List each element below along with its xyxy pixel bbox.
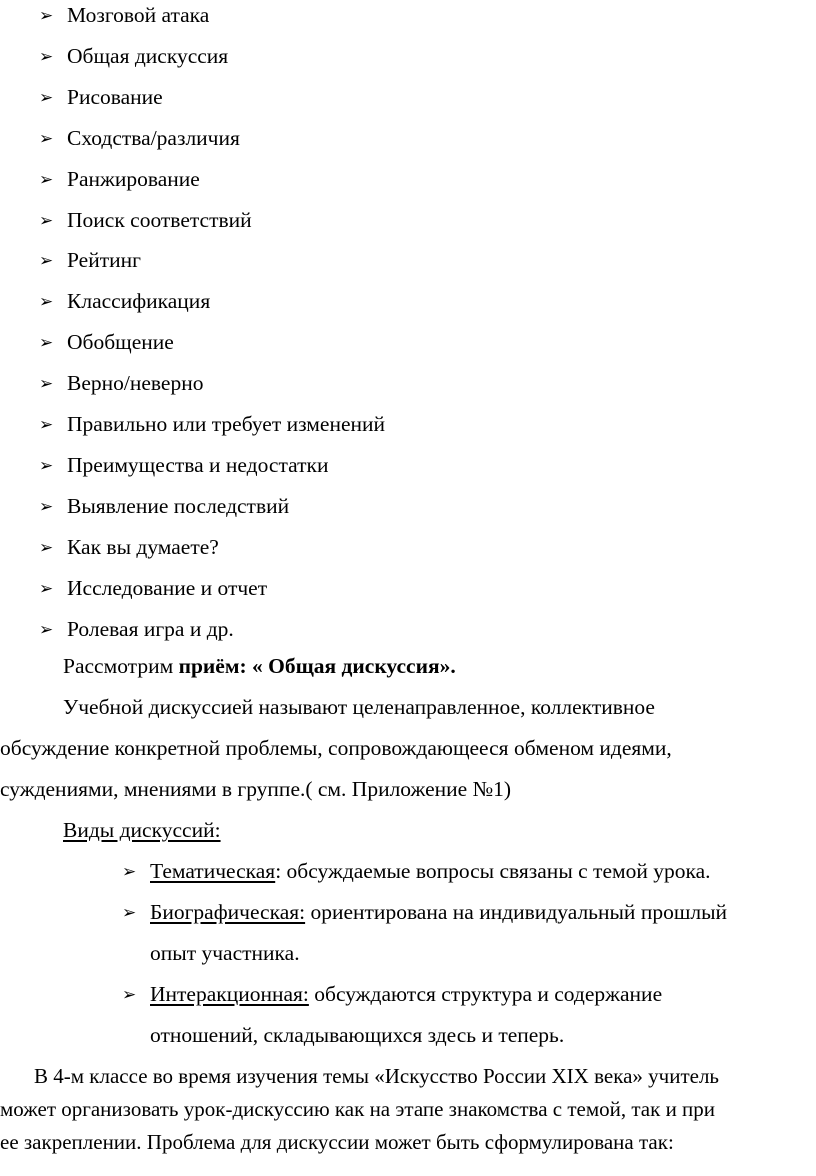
arrow-bullet-icon: ➢ — [39, 292, 54, 312]
list-item — [39, 0, 209, 30]
arrow-bullet-icon: ➢ — [39, 210, 54, 230]
arrow-bullet-icon: ➢ — [39, 6, 54, 25]
arrow-bullet-icon: ➢ — [39, 333, 54, 353]
arrow-bullet-icon: ➢ — [39, 619, 54, 639]
list-item — [39, 573, 267, 603]
arrow-bullet-icon: ➢ — [39, 46, 54, 66]
list-item-text: Рисование — [67, 84, 163, 109]
list-item — [39, 491, 289, 521]
kind-name: Тематическая — [150, 859, 276, 883]
definition-line-2: обсуждение конкретной проблемы, сопровождающееся обменом идеями, — [0, 736, 672, 760]
kind-item-biographical-cont: опыт участника. — [150, 941, 300, 965]
closing-line-3: ее закреплении. Проблема для дискуссии может быть сформулирована так: — [0, 1130, 674, 1154]
arrow-bullet-icon: ➢ — [39, 374, 54, 394]
arrow-bullet-icon: ➢ — [122, 903, 137, 922]
arrow-bullet-icon: ➢ — [122, 862, 137, 881]
list-item-text: Исследование и отчет — [67, 575, 268, 600]
arrow-bullet-icon: ➢ — [39, 251, 54, 271]
definition-line-1: Учебной дискуссией называют целенаправленное, коллективное — [63, 695, 655, 719]
list-item — [39, 409, 385, 439]
list-item-text: Преимущества и недостатки — [67, 452, 329, 477]
kind-description: : обсуждаемые вопросы связаны с темой урока. — [275, 859, 711, 883]
list-item-text: Верно/неверно — [67, 371, 204, 396]
arrow-bullet-icon: ➢ — [39, 578, 54, 598]
arrow-bullet-icon: ➢ — [39, 128, 54, 148]
list-item-text: Выявление последствий — [67, 493, 290, 518]
list-item-text: Ранжирование — [67, 166, 200, 191]
arrow-bullet-icon: ➢ — [39, 455, 54, 475]
list-item-text: Как вы думаете? — [67, 534, 219, 559]
kind-item-interactional-cont: отношений, складывающихся здесь и теперь. — [150, 1023, 565, 1047]
list-item — [39, 164, 200, 194]
consider-bold-title: приём: « Общая дискуссия». — [178, 654, 456, 678]
closing-line-2: может организовать урок-дискуссию как на этапе знакомства с темой, так и при — [0, 1097, 716, 1121]
kind-name: Интеракционная: — [150, 982, 309, 1006]
arrow-bullet-icon: ➢ — [39, 496, 54, 516]
list-item — [39, 82, 163, 112]
list-item — [39, 450, 328, 480]
list-item — [39, 41, 228, 71]
kind-description: ориентирована на индивидуальный прошлый — [305, 900, 728, 924]
list-item-text: Поиск соответствий — [67, 207, 252, 232]
arrow-bullet-icon: ➢ — [39, 537, 54, 557]
definition-line-3: суждениями, мнениями в группе.( см. Приложение №1) — [0, 777, 511, 801]
list-item — [39, 245, 141, 275]
list-item — [39, 327, 174, 357]
kind-item-biographical — [122, 897, 727, 928]
list-item — [39, 286, 210, 316]
kind-name: Биографическая: — [150, 900, 306, 924]
list-item — [39, 532, 219, 562]
arrow-bullet-icon: ➢ — [39, 415, 54, 434]
arrow-bullet-icon: ➢ — [122, 985, 137, 1004]
kinds-heading: Виды дискуссий: — [63, 818, 221, 842]
list-item-text: Мозговой атака — [67, 3, 210, 27]
list-item-text: Ролевая игра и др. — [67, 616, 234, 641]
list-item-text: Сходства/различия — [67, 125, 240, 150]
consider-paragraph — [63, 651, 456, 681]
arrow-bullet-icon: ➢ — [39, 87, 54, 107]
kind-item-thematic — [122, 856, 711, 887]
kind-item-interactional — [122, 979, 662, 1010]
list-item — [39, 368, 204, 398]
kind-description: обсуждаются структура и содержание — [308, 982, 663, 1006]
list-item — [39, 614, 234, 644]
arrow-bullet-icon: ➢ — [39, 169, 54, 189]
list-item-text: Рейтинг — [67, 248, 141, 273]
list-item — [39, 205, 252, 235]
list-item — [39, 123, 240, 153]
list-item-text: Обобщение — [67, 330, 174, 355]
consider-prefix: Рассмотрим — [63, 654, 179, 678]
list-item-text: Общая дискуссия — [67, 43, 229, 68]
closing-line-1: В 4-м классе во время изучения темы «Искусство России XIX века» учитель — [34, 1064, 720, 1088]
list-item-text: Классификация — [67, 289, 211, 314]
list-item-text: Правильно или требует изменений — [67, 412, 386, 436]
